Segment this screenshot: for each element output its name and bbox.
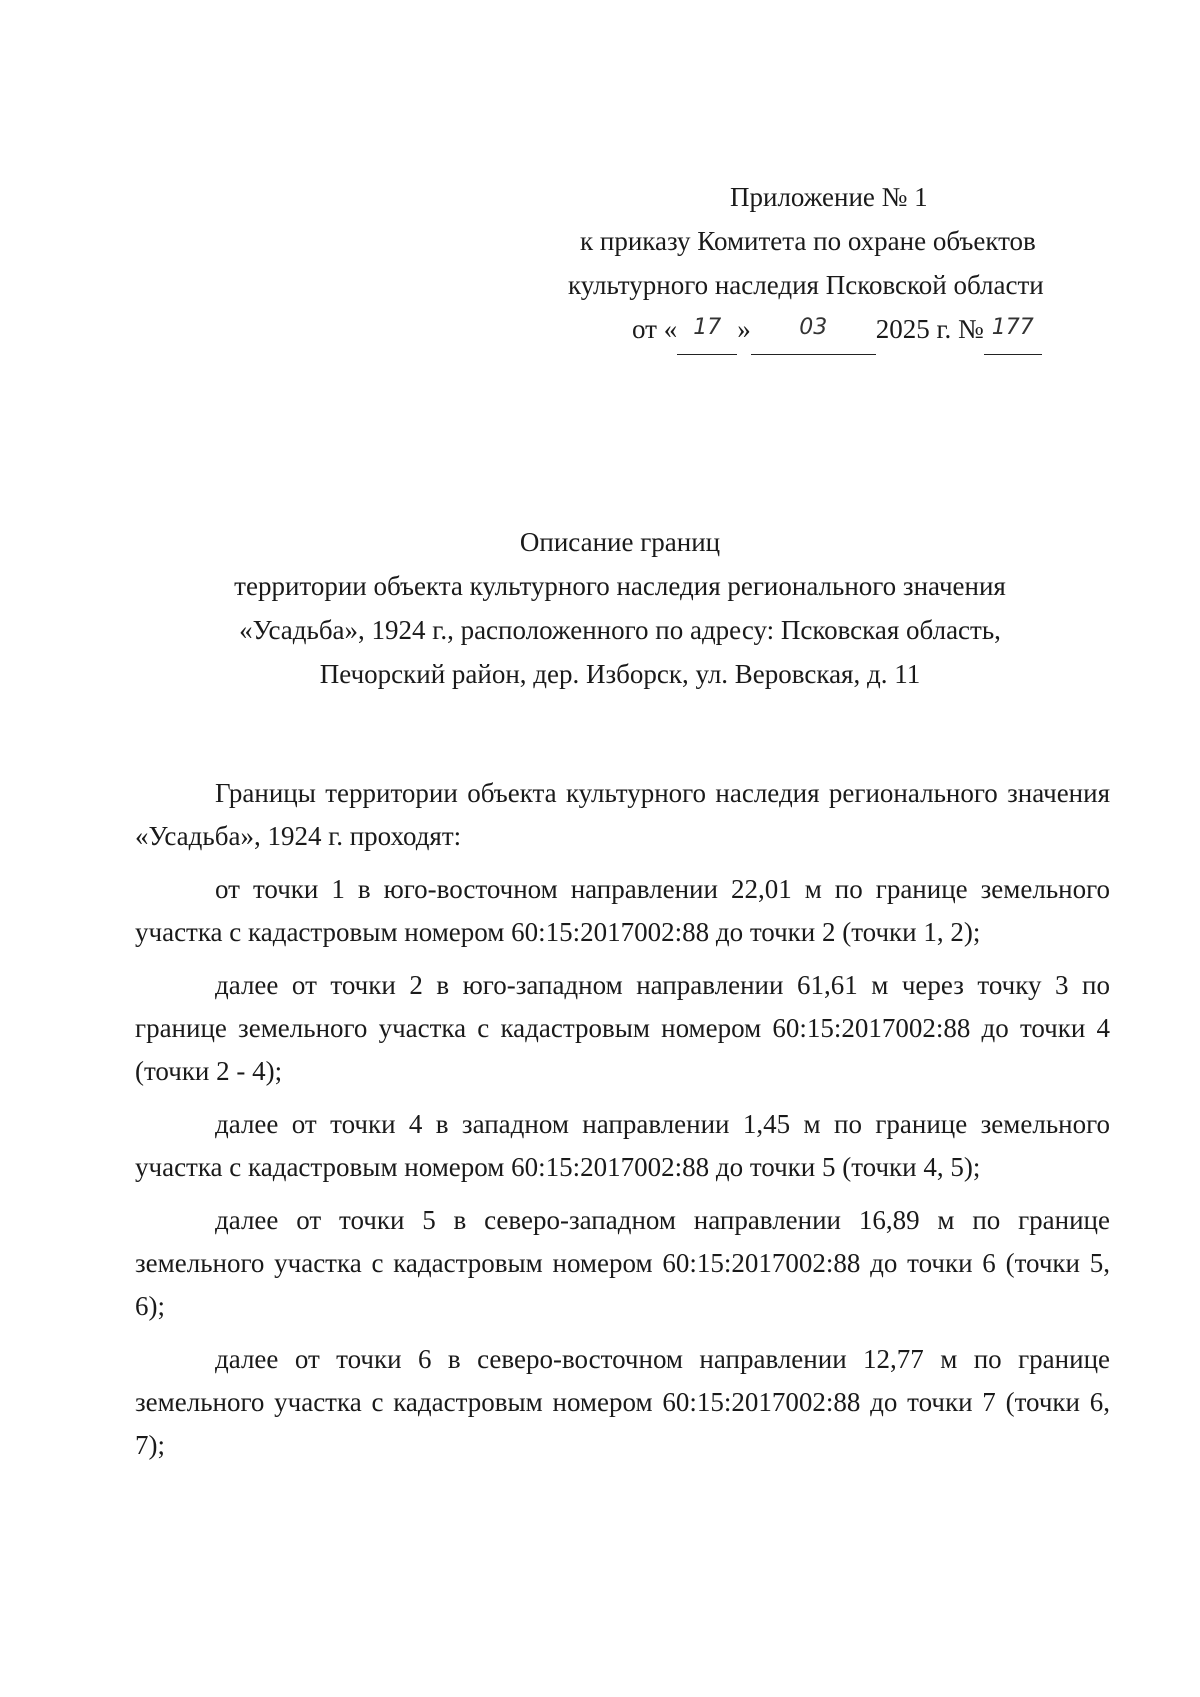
document-title	[150, 520, 1090, 696]
title-line-4: Печорский район, дер. Изборск, ул. Веровская, д. 11	[319, 659, 921, 689]
boundary-segment: далее от точки 6 в северо-восточном направлении 12,77 м по границе земельного участка с кадастровым номером 60:15:2017002:88 до точки 7 (точки 6, 7);	[135, 1344, 1110, 1460]
appendix-committee: культурного наследия Псковской области	[568, 270, 1044, 300]
boundary-segment: далее от точки 5 в северо-западном направлении 16,89 м по границе земельного участка с кадастровым номером 60:15:2017002:88 до точки 6 (точки 5, 6);	[135, 1205, 1110, 1321]
date-month-handwritten: 03	[799, 315, 828, 340]
order-number-handwritten: 177	[991, 315, 1034, 340]
date-mid: »	[737, 314, 751, 344]
boundary-segment: от точки 1 в юго-восточном направлении 22,01 м по границе земельного участка с кадастровым номером 60:15:2017002:88 до точки 2 (точки 1, 2);	[135, 874, 1110, 947]
appendix-title: Приложение № 1	[730, 182, 928, 212]
date-day-handwritten: 17	[693, 315, 722, 340]
order-number-field	[984, 307, 1042, 355]
boundary-segment: далее от точки 2 в юго-западном направлении 61,61 м через точку 3 по границе земельного участка с кадастровым номером 60:15:2017002:88 до точки 4 (точки 2 - 4);	[135, 970, 1110, 1086]
intro-paragraph: Границы территории объекта культурного наследия регионального значения «Усадьба», 1924 г. проходят:	[135, 778, 1110, 851]
title-line-2: территории объекта культурного наследия регионального значения	[234, 571, 1006, 601]
appendix-header	[560, 175, 1120, 355]
title-line-3: «Усадьба», 1924 г., расположенного по адресу: Псковская область,	[239, 615, 1001, 645]
date-day-field	[677, 307, 737, 355]
title-line-1: Описание границ	[519, 527, 721, 557]
date-prefix: от «	[632, 314, 678, 344]
document-body	[135, 772, 1110, 1477]
date-year: 2025 г. №	[875, 314, 984, 344]
appendix-order-ref: к приказу Комитета по охране объектов	[580, 226, 1036, 256]
boundary-segment: далее от точки 4 в западном направлении 1,45 м по границе земельного участка с кадастровым номером 60:15:2017002:88 до точки 5 (точки 4, 5);	[135, 1109, 1110, 1182]
appendix-date-line	[560, 307, 1120, 355]
date-month-field	[751, 307, 876, 355]
